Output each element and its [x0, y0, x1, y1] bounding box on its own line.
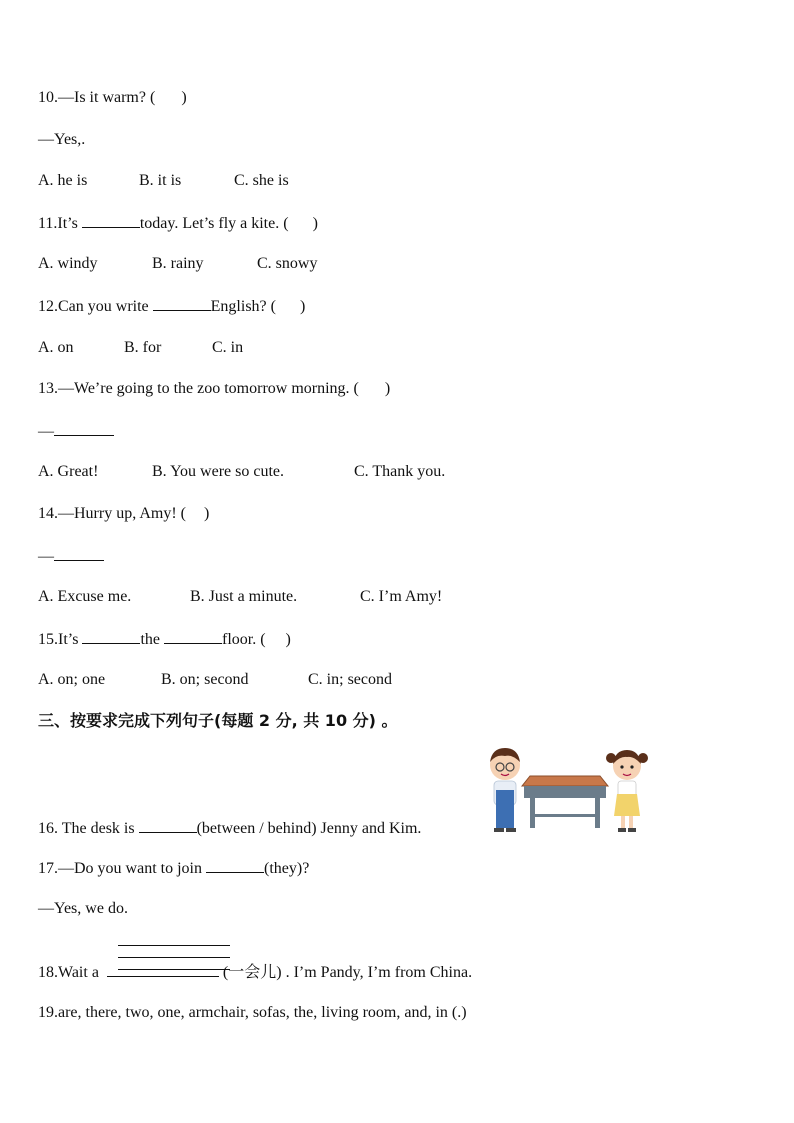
q13-question: 13.—We’re going to the zoo tomorrow morning. ( )	[38, 380, 391, 397]
option-c[interactable]: C. in	[212, 339, 244, 356]
option-c[interactable]: C. Thank you.	[354, 463, 446, 480]
q12-question: 12.Can you write English? ( )	[38, 298, 306, 315]
answer-blank[interactable]	[139, 818, 197, 833]
option-a[interactable]: A. Great!	[38, 463, 99, 480]
answer-blank[interactable]	[153, 296, 211, 311]
answer-blank[interactable]	[54, 546, 104, 561]
boy-figure	[490, 748, 520, 832]
q11-question: 11.It’s today. Let’s fly a kite. ( )	[38, 215, 318, 232]
option-c[interactable]: C. snowy	[257, 255, 318, 272]
section-3-heading: 三、按要求完成下列句子(每题 2 分, 共 10 分) 。	[38, 711, 398, 730]
q15-options	[38, 670, 392, 690]
option-b[interactable]: B. You were so cute.	[152, 463, 284, 480]
option-b[interactable]: B. for	[124, 339, 162, 356]
q16-question: 16. The desk is (between / behind) Jenny and Kim.	[38, 820, 422, 837]
desk	[522, 776, 608, 828]
q13-response: —	[38, 421, 114, 442]
q10-options	[38, 171, 289, 191]
option-c[interactable]: C. I’m Amy!	[360, 588, 443, 605]
q18-question: 18.Wait a (一会儿) . I’m Pandy, I’m from China.	[38, 964, 473, 981]
q17-response: —Yes, we do.	[38, 900, 128, 917]
q13-options	[38, 462, 445, 482]
option-a[interactable]: A. he is	[38, 172, 88, 189]
option-c[interactable]: C. she is	[234, 172, 289, 189]
option-a[interactable]: A. windy	[38, 255, 98, 272]
q15-question: 15.It’s the floor. ( )	[38, 631, 291, 648]
option-c[interactable]: C. in; second	[308, 671, 392, 688]
option-a[interactable]: A. Excuse me.	[38, 588, 132, 605]
q19-question: 19.are, there, two, one, armchair, sofas, the, living room, and, in (.)	[38, 1004, 467, 1021]
q14-options	[38, 587, 442, 607]
answer-blank[interactable]	[82, 213, 140, 228]
answer-blank-1[interactable]	[82, 629, 140, 644]
q10-response: —Yes,.	[38, 131, 86, 148]
q14-response: —	[38, 546, 104, 567]
option-b[interactable]: B. rainy	[152, 255, 204, 272]
option-b[interactable]: B. it is	[139, 172, 182, 189]
option-b[interactable]: B. on; second	[161, 671, 249, 688]
option-a[interactable]: A. on	[38, 339, 74, 356]
q14-question: 14.—Hurry up, Amy! ( )	[38, 505, 210, 522]
q10-question: 10.—Is it warm? ( )	[38, 89, 187, 106]
answer-blank[interactable]	[206, 858, 264, 873]
q17-question: 17.—Do you want to join (they)?	[38, 860, 310, 877]
answer-blank[interactable]	[54, 421, 114, 436]
option-b[interactable]: B. Just a minute.	[190, 588, 298, 605]
boy-desk-girl-illustration	[484, 744, 654, 836]
q12-options	[38, 338, 243, 358]
option-a[interactable]: A. on; one	[38, 671, 106, 688]
answer-blank-2[interactable]	[164, 629, 222, 644]
answer-blank[interactable]	[107, 962, 219, 977]
girl-figure	[606, 750, 648, 832]
q11-options	[38, 254, 317, 274]
